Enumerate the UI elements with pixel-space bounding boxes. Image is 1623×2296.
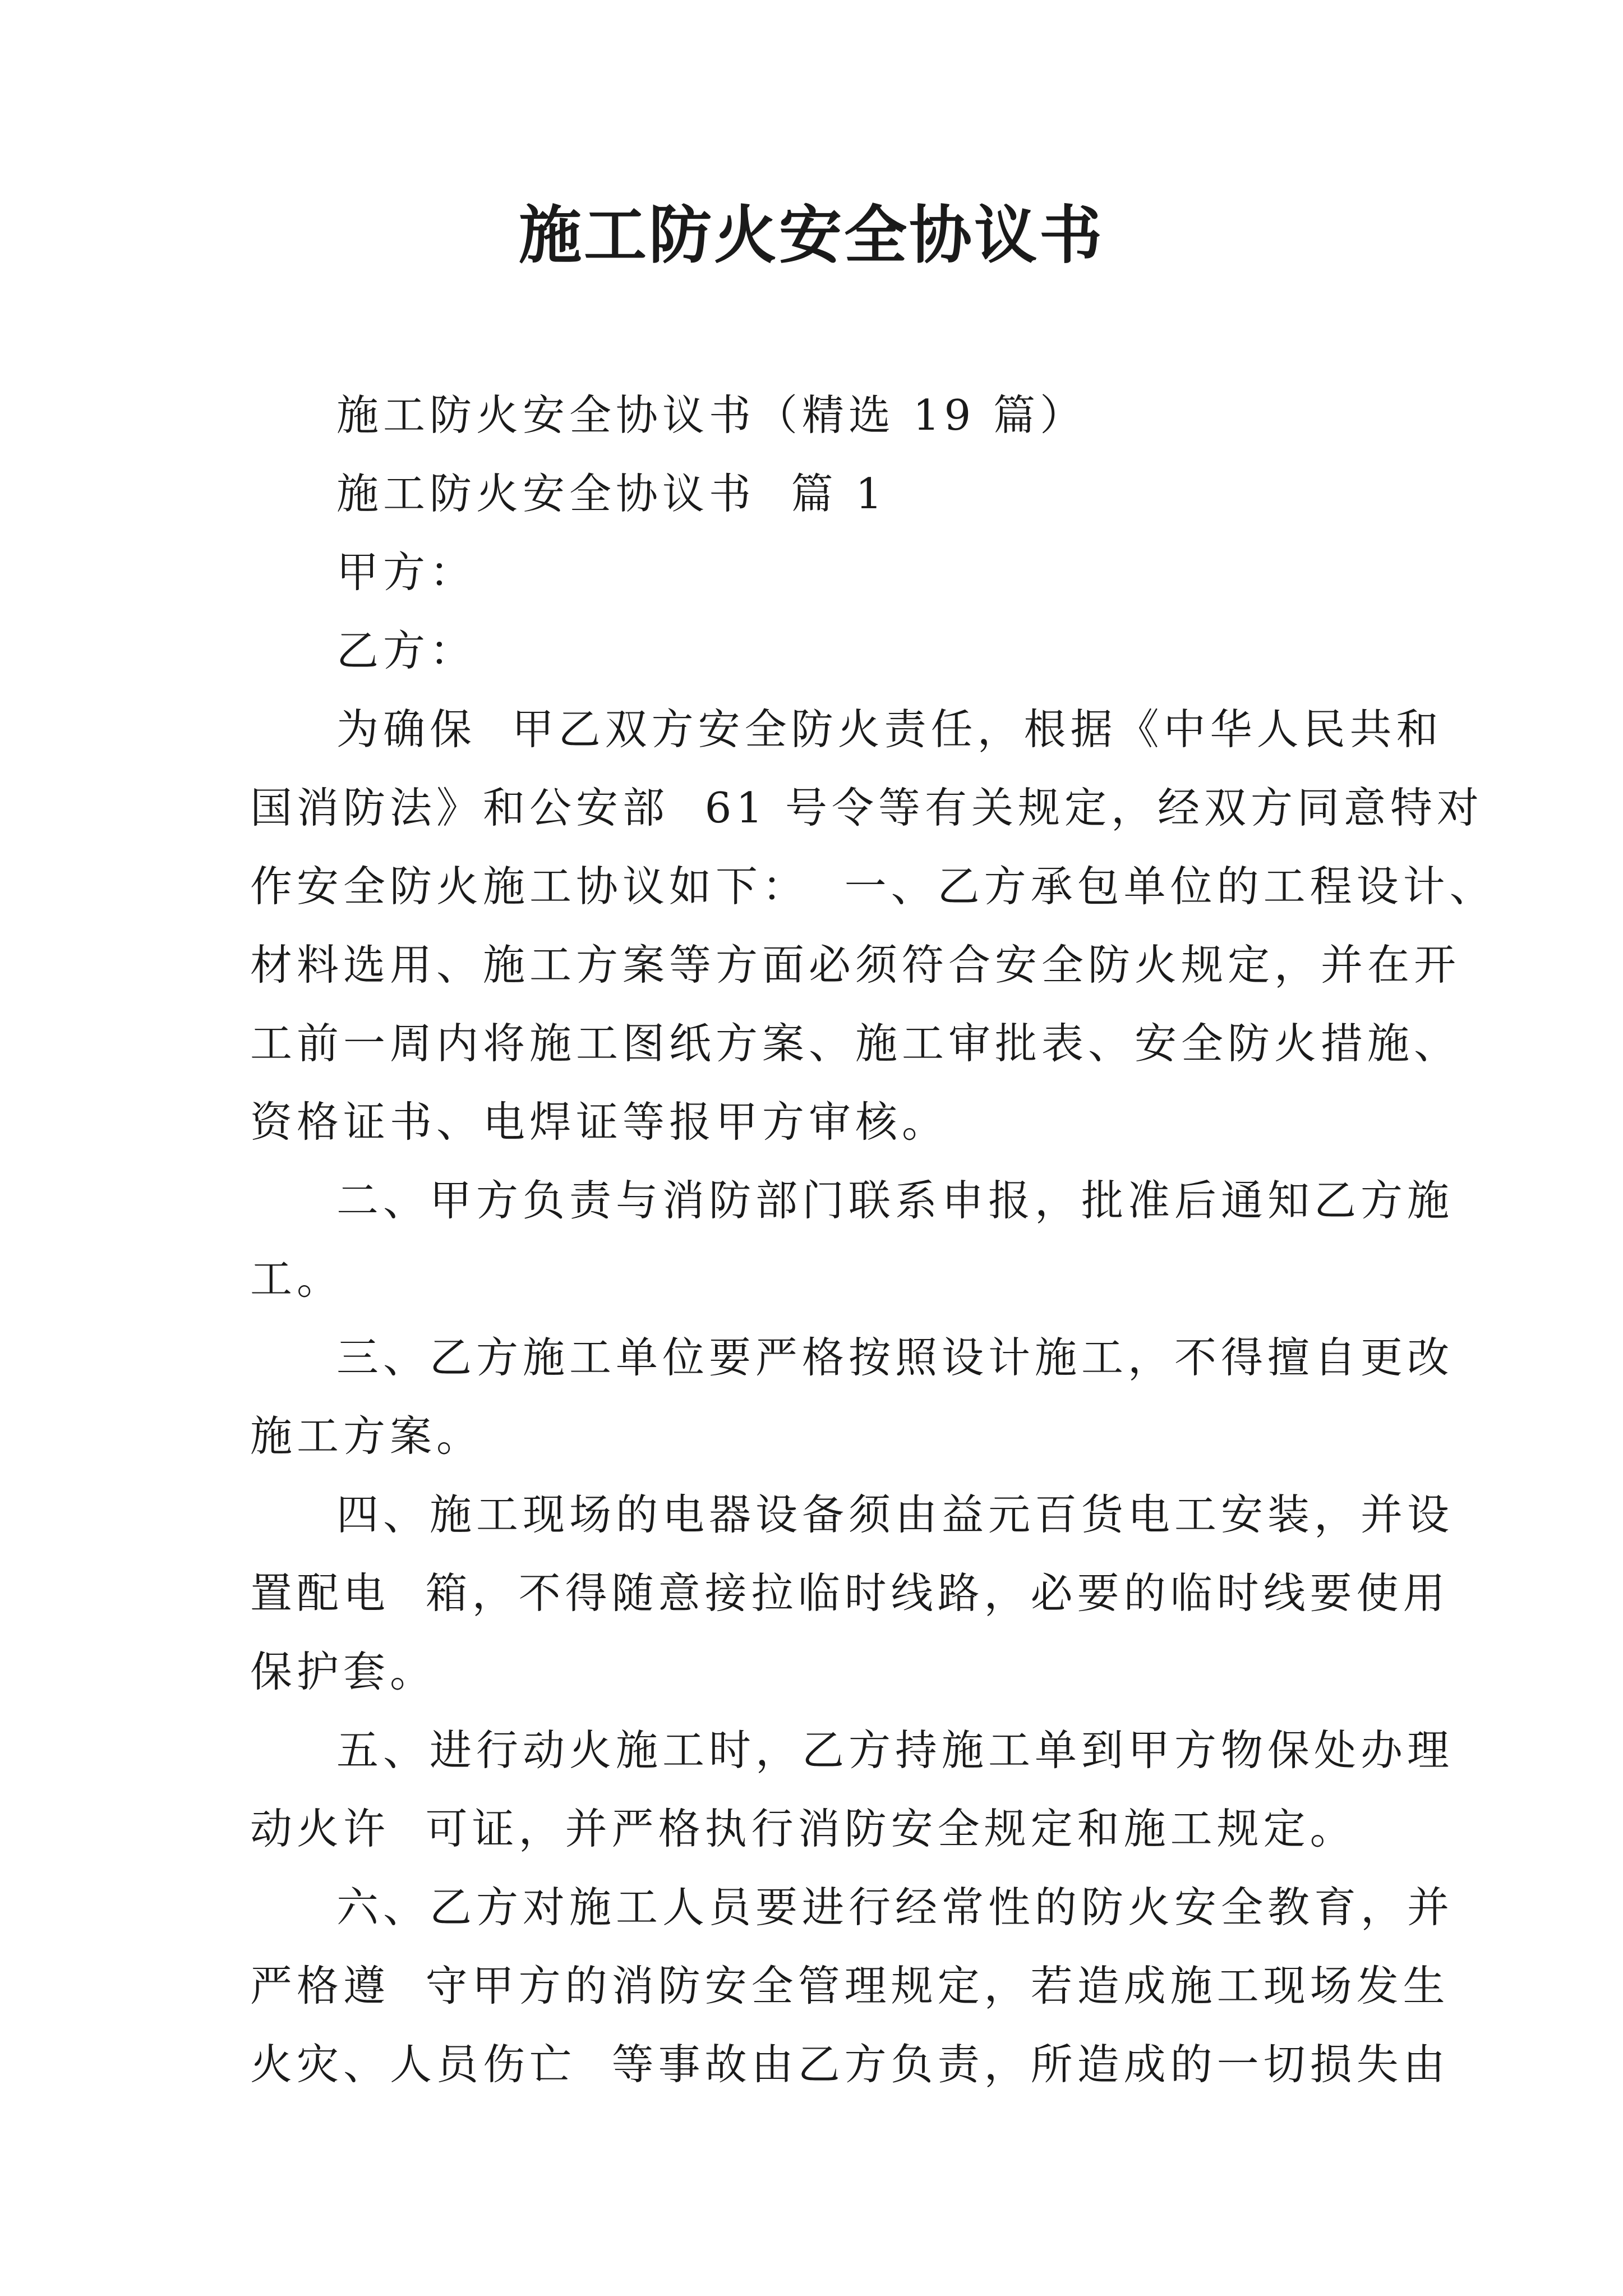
section-heading: 施工防火安全协议书 篇 1 bbox=[336, 469, 887, 518]
paragraph-line: 为确保 甲乙双方安全防火责任，根据《中华人民共和 bbox=[336, 705, 1443, 754]
paragraph-line: 二、甲方负责与消防部门联系申报，批准后通知乙方施 bbox=[336, 1176, 1454, 1225]
paragraph-line: 三、乙方施工单位要严格按照设计施工，不得擅自更改 bbox=[336, 1333, 1454, 1382]
paragraph-line: 施工方案。 bbox=[250, 1411, 483, 1461]
paragraph-line: 工。 bbox=[250, 1254, 344, 1304]
paragraph-line: 五、进行动火施工时，乙方持施工单到甲方物保处办理 bbox=[336, 1726, 1454, 1775]
paragraph-line: 六、乙方对施工人员要进行经常性的防火安全教育，并 bbox=[336, 1883, 1454, 1932]
subtitle-line: 施工防火安全协议书（精选 19 篇） bbox=[336, 390, 1087, 440]
paragraph-line: 作安全防火施工协议如下： 一、乙方承包单位的工程设计、 bbox=[250, 862, 1496, 911]
party-b-label: 乙方： bbox=[336, 626, 477, 675]
paragraph-line: 严格遵 守甲方的消防安全管理规定，若造成施工现场发生 bbox=[250, 1961, 1450, 2010]
paragraph-line: 火灾、人员伤亡 等事故由乙方负责，所造成的一切损失由 bbox=[250, 2040, 1450, 2089]
paragraph-line: 材料选用、施工方案等方面必须符合安全防火规定，并在开 bbox=[250, 940, 1461, 990]
paragraph-line: 动火许 可证，并严格执行消防安全规定和施工规定。 bbox=[250, 1804, 1357, 1853]
paragraph-line: 置配电 箱，不得随意接拉临时线路，必要的临时线要使用 bbox=[250, 1568, 1450, 1618]
paragraph-line: 国消防法》和公安部 61 号令等有关规定，经双方同意特对 bbox=[250, 783, 1483, 832]
paragraph-line: 资格证书、电焊证等报甲方审核。 bbox=[250, 1097, 949, 1147]
document-title: 施工防火安全协议书 bbox=[519, 199, 1104, 272]
party-a-label: 甲方： bbox=[336, 547, 477, 597]
paragraph-line: 保护套。 bbox=[250, 1647, 437, 1696]
paragraph-line: 四、施工现场的电器设备须由益元百货电工安装，并设 bbox=[336, 1490, 1454, 1539]
paragraph-line: 工前一周内将施工图纸方案、施工审批表、安全防火措施、 bbox=[250, 1019, 1461, 1068]
